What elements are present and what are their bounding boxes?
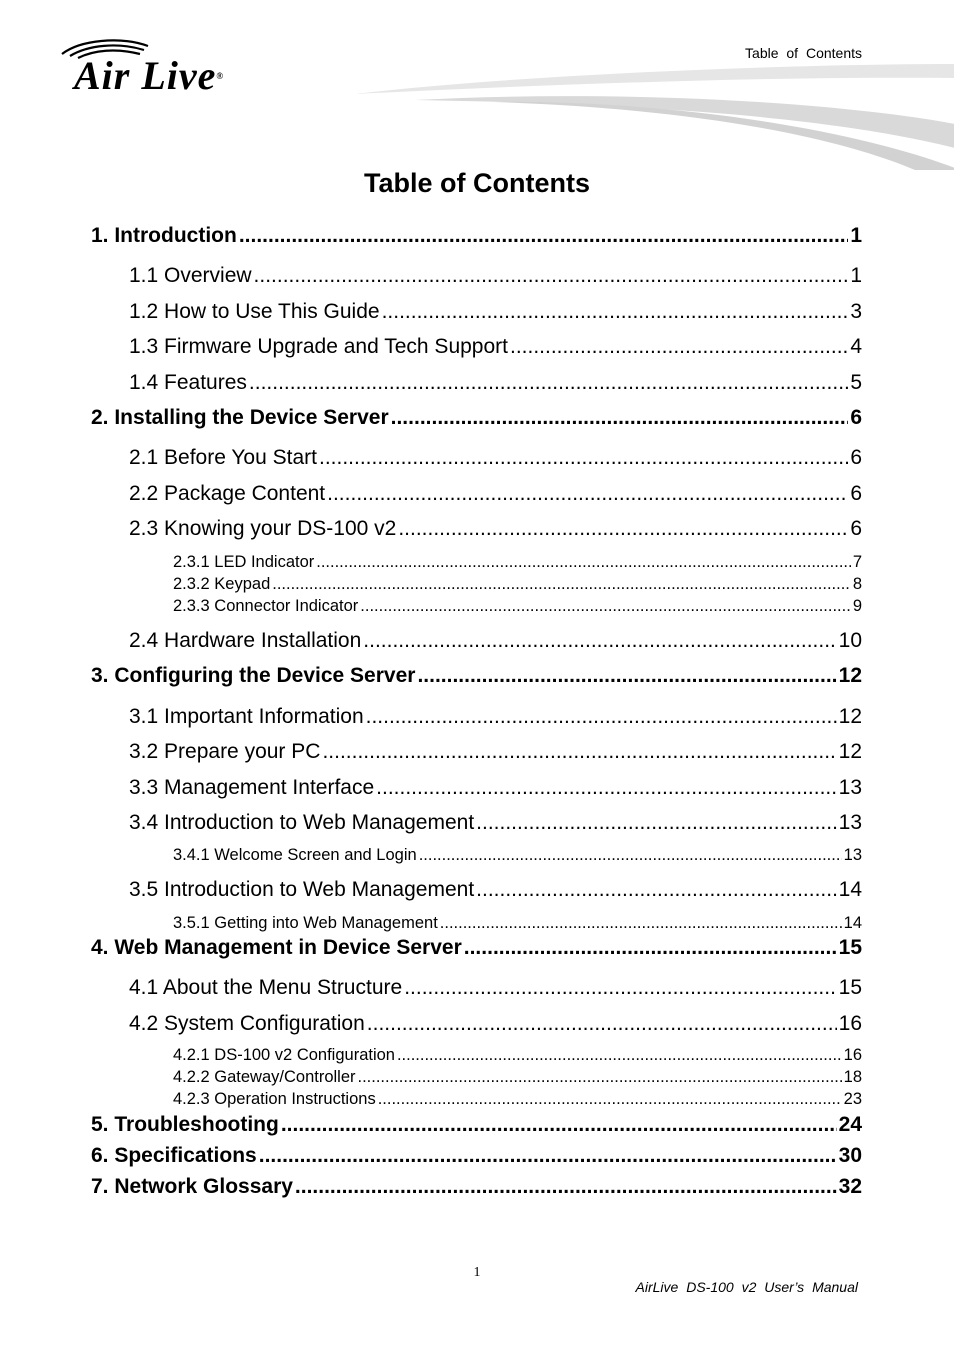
toc-entry[interactable] — [129, 740, 862, 764]
toc-entry-title: 1. Introduction — [91, 224, 237, 247]
toc-entry[interactable] — [129, 878, 862, 902]
toc-entry-title: 6. Specifications — [91, 1144, 257, 1167]
toc-entry-page: 6 — [850, 482, 862, 505]
toc-entry[interactable] — [129, 335, 862, 359]
toc-entry-title: 4.2.3 Operation Instructions — [173, 1090, 376, 1108]
page-title: Table of Contents — [364, 168, 590, 198]
dot-leader — [272, 575, 851, 594]
toc-entry-title: 2.4 Hardware Installation — [129, 629, 362, 652]
toc-entry-page: 16 — [838, 1012, 862, 1035]
dot-leader — [367, 1012, 837, 1036]
dot-leader — [319, 446, 848, 470]
dot-leader — [295, 1175, 837, 1199]
toc-entry-title: 2.3.3 Connector Indicator — [173, 597, 359, 615]
dot-leader — [378, 1090, 842, 1109]
toc-entry-page: 12 — [838, 664, 862, 687]
dot-leader — [440, 914, 842, 933]
toc-entry-page: 13 — [843, 846, 862, 864]
toc-entry[interactable] — [129, 776, 862, 800]
toc-entry-page: 7 — [852, 553, 862, 571]
toc-entry[interactable] — [129, 482, 862, 506]
dot-leader — [510, 335, 848, 359]
page-number: 1 — [473, 1265, 481, 1280]
toc-entry-title: 4.2.1 DS-100 v2 Configuration — [173, 1046, 395, 1064]
toc-entry-title: 4.2.2 Gateway/Controller — [173, 1068, 356, 1086]
toc-entry[interactable] — [129, 705, 862, 729]
toc-entry-title: 3.5.1 Getting into Web Management — [173, 914, 438, 932]
toc-entry-page: 10 — [838, 629, 862, 652]
dot-leader — [360, 597, 851, 616]
toc-entry-title: 3.4 Introduction to Web Management — [129, 811, 475, 834]
toc-entry[interactable] — [91, 1175, 862, 1199]
toc-entry[interactable] — [91, 1113, 862, 1137]
toc-entry[interactable] — [129, 446, 862, 470]
dot-leader — [366, 705, 837, 729]
dot-leader — [249, 371, 848, 395]
toc-entry[interactable] — [129, 976, 862, 1000]
toc-entry-title: 2.3 Knowing your DS-100 v2 — [129, 517, 397, 540]
toc-entry[interactable] — [91, 406, 862, 430]
registered-mark: ® — [216, 71, 225, 81]
running-header: Table of Contents — [745, 45, 862, 61]
toc-entry-page: 24 — [838, 1113, 862, 1136]
toc-entry-title: 3.2 Prepare your PC — [129, 740, 321, 763]
toc-entry[interactable] — [173, 846, 862, 865]
dot-leader — [464, 936, 837, 960]
toc-entry[interactable] — [129, 629, 862, 653]
toc-entry[interactable] — [129, 811, 862, 835]
toc-entry-page: 15 — [838, 976, 862, 999]
footer-manual-title: AirLive DS-100 v2 User’s Manual — [635, 1279, 858, 1295]
toc-entry-title: 3.4.1 Welcome Screen and Login — [173, 846, 417, 864]
toc-entry-page: 23 — [843, 1090, 862, 1108]
toc-entry-page: 12 — [838, 740, 862, 763]
toc-entry-page: 1 — [850, 264, 862, 287]
dot-leader — [382, 300, 849, 324]
dot-leader — [391, 406, 849, 430]
toc-entry[interactable] — [129, 300, 862, 324]
dot-leader — [358, 1068, 842, 1087]
toc-entry-title: 4.2 System Configuration — [129, 1012, 365, 1035]
toc-entry-page: 9 — [852, 597, 862, 615]
dot-leader — [239, 224, 848, 248]
toc-entry-page: 12 — [838, 705, 862, 728]
toc-entry-page: 13 — [838, 811, 862, 834]
dot-leader — [398, 517, 848, 541]
dot-leader — [322, 740, 836, 764]
toc-entry-page: 14 — [838, 878, 862, 901]
airlive-logo — [60, 36, 290, 102]
toc-entry-page: 14 — [843, 914, 862, 932]
toc-entry-page: 16 — [843, 1046, 862, 1064]
toc-entry[interactable] — [173, 914, 862, 933]
toc-entry-page: 1 — [850, 224, 862, 247]
toc-entry-page: 3 — [850, 300, 862, 323]
dot-leader — [476, 878, 836, 902]
toc-entry-title: 3.1 Important Information — [129, 705, 364, 728]
toc-entry-title: 5. Troubleshooting — [91, 1113, 279, 1136]
toc-entry[interactable] — [173, 575, 862, 594]
dot-leader — [363, 629, 836, 653]
toc-entry-title: 2. Installing the Device Server — [91, 406, 389, 429]
dot-leader — [419, 846, 842, 865]
toc-entry-title: 4. Web Management in Device Server — [91, 936, 462, 959]
toc-entry-title: 3.3 Management Interface — [129, 776, 375, 799]
toc-entry-page: 6 — [850, 517, 862, 540]
toc-entry[interactable] — [129, 371, 862, 395]
toc-entry-title: 2.2 Package Content — [129, 482, 326, 505]
logo-text: Air Live — [74, 53, 217, 98]
toc-entry[interactable] — [173, 553, 862, 572]
toc-entry[interactable] — [91, 224, 862, 248]
toc-entry[interactable] — [173, 1046, 862, 1065]
toc-entry-page: 18 — [843, 1068, 862, 1086]
toc-entry-page: 4 — [850, 335, 862, 358]
toc-entry-title: 1.4 Features — [129, 371, 247, 394]
toc-entry-title: 1.1 Overview — [129, 264, 252, 287]
toc-entry-title: 4.1 About the Menu Structure — [129, 976, 403, 999]
toc-entry[interactable] — [91, 936, 862, 960]
dot-leader — [417, 664, 836, 688]
toc-entry[interactable] — [129, 264, 862, 288]
toc-entry[interactable] — [129, 517, 862, 541]
dot-leader — [254, 264, 849, 288]
dot-leader — [259, 1144, 837, 1168]
toc-entry-title: 2.3.2 Keypad — [173, 575, 271, 593]
toc-entry-page: 5 — [850, 371, 862, 394]
dot-leader — [376, 776, 836, 800]
toc-entry-title: 1.2 How to Use This Guide — [129, 300, 380, 323]
toc-entry[interactable] — [91, 664, 862, 688]
toc-entry-page: 15 — [838, 936, 862, 959]
toc-entry-page: 32 — [838, 1175, 862, 1198]
dot-leader — [404, 976, 836, 1000]
header-wave-decoration — [355, 60, 954, 170]
toc-entry[interactable] — [129, 1012, 862, 1036]
toc-entry-page: 13 — [838, 776, 862, 799]
dot-leader — [281, 1113, 837, 1137]
dot-leader — [327, 482, 848, 506]
toc-entry[interactable] — [173, 1090, 862, 1109]
toc-entry-page: 6 — [850, 446, 862, 469]
toc-entry[interactable] — [173, 1068, 862, 1087]
toc-entry-title: 3.5 Introduction to Web Management — [129, 878, 475, 901]
toc-entry-title: 2.3.1 LED Indicator — [173, 553, 315, 571]
toc-entry-title: 7. Network Glossary — [91, 1175, 293, 1198]
dot-leader — [476, 811, 836, 835]
toc-entry-page: 30 — [838, 1144, 862, 1167]
toc-entry-title: 2.1 Before You Start — [129, 446, 317, 469]
toc-entry-page: 8 — [852, 575, 862, 593]
toc-entry-page: 6 — [850, 406, 862, 429]
toc-entry-title: 3. Configuring the Device Server — [91, 664, 416, 687]
toc-entry[interactable] — [91, 1144, 862, 1168]
toc-entry[interactable] — [173, 597, 862, 616]
dot-leader — [397, 1046, 842, 1065]
dot-leader — [316, 553, 851, 572]
toc-entry-title: 1.3 Firmware Upgrade and Tech Support — [129, 335, 508, 358]
